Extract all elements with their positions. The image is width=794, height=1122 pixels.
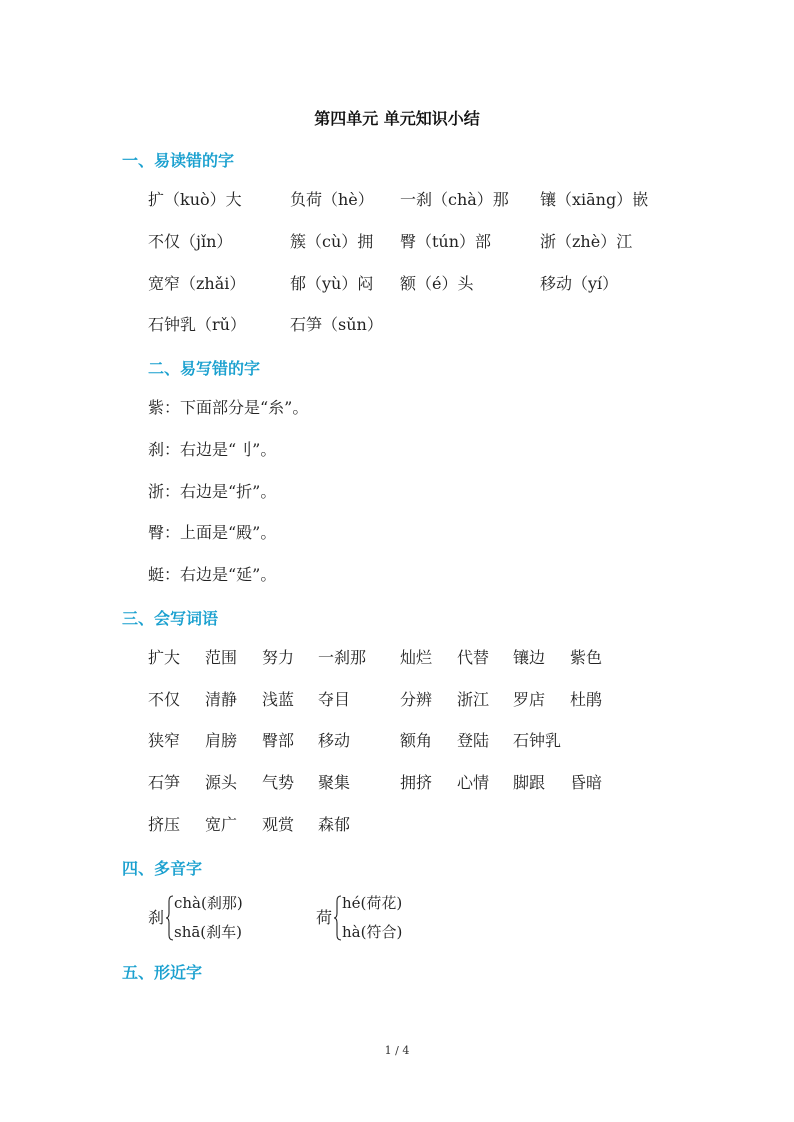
polyphone-reading: hà(符合) bbox=[342, 923, 403, 941]
reading-item: 额（é）头 bbox=[400, 274, 474, 293]
reading-item: 宽窄（zhǎi） bbox=[148, 274, 246, 293]
writing-note: 浙：右边是“折”。 bbox=[148, 482, 277, 501]
polyphone-group bbox=[316, 892, 466, 944]
word-item: 气势 bbox=[262, 773, 295, 792]
brace-icon bbox=[166, 895, 174, 941]
writing-note: 臀：上面是“殿”。 bbox=[148, 523, 277, 542]
reading-item: 郁（yù）闷 bbox=[290, 274, 374, 293]
word-item: 紫色 bbox=[570, 648, 603, 667]
section-heading-2: 二、易写错的字 bbox=[148, 359, 261, 378]
word-item: 宽广 bbox=[205, 815, 238, 834]
word-item: 清静 bbox=[205, 690, 238, 709]
word-item: 心情 bbox=[457, 773, 490, 792]
word-item: 杜鹃 bbox=[570, 690, 603, 709]
reading-item: 移动（yí） bbox=[540, 274, 619, 293]
section-heading-3: 三、会写词语 bbox=[122, 609, 219, 628]
word-item: 观赏 bbox=[262, 815, 295, 834]
word-item: 臀部 bbox=[262, 731, 295, 750]
section-heading-4: 四、多音字 bbox=[122, 859, 203, 878]
word-item: 扩大 bbox=[148, 648, 181, 667]
writing-note: 刹：右边是“刂”。 bbox=[148, 440, 277, 459]
word-item: 灿烂 bbox=[400, 648, 433, 667]
reading-item: 负荷（hè） bbox=[290, 190, 374, 209]
brace-icon bbox=[334, 895, 342, 941]
polyphone-reading: shā(刹车) bbox=[174, 923, 243, 941]
word-item: 罗店 bbox=[513, 690, 546, 709]
polyphone-group bbox=[148, 892, 298, 944]
word-item: 昏暗 bbox=[570, 773, 603, 792]
reading-item: 不仅（jǐn） bbox=[148, 232, 233, 251]
word-item: 石笋 bbox=[148, 773, 181, 792]
polyphone-reading: chà(刹那) bbox=[174, 894, 243, 912]
reading-item: 石钟乳（rǔ） bbox=[148, 315, 246, 334]
page-number: 1 / 4 bbox=[384, 1044, 410, 1057]
word-item: 脚跟 bbox=[513, 773, 546, 792]
polyphone-char: 刹 bbox=[148, 908, 165, 927]
word-item: 代替 bbox=[457, 648, 490, 667]
word-item: 努力 bbox=[262, 648, 295, 667]
polyphone-reading: hé(荷花) bbox=[342, 894, 403, 912]
polyphone-char: 荷 bbox=[316, 908, 333, 927]
word-item: 拥挤 bbox=[400, 773, 433, 792]
section-heading-1: 一、易读错的字 bbox=[122, 151, 235, 170]
word-item: 狭窄 bbox=[148, 731, 181, 750]
reading-item: 石笋（sǔn） bbox=[290, 315, 383, 334]
word-item: 夺目 bbox=[318, 690, 351, 709]
reading-item: 浙（zhè）江 bbox=[540, 232, 633, 251]
reading-item: 一刹（chà）那 bbox=[400, 190, 509, 209]
word-item: 浙江 bbox=[457, 690, 490, 709]
word-item: 石钟乳 bbox=[513, 731, 562, 750]
word-item: 挤压 bbox=[148, 815, 181, 834]
word-item: 不仅 bbox=[148, 690, 181, 709]
word-item: 移动 bbox=[318, 731, 351, 750]
word-item: 登陆 bbox=[457, 731, 490, 750]
reading-item: 臀（tún）部 bbox=[400, 232, 492, 251]
reading-item: 扩（kuò）大 bbox=[148, 190, 242, 209]
writing-note: 蜓：右边是“延”。 bbox=[148, 565, 277, 584]
reading-item: 簇（cù）拥 bbox=[290, 232, 374, 251]
word-item: 范围 bbox=[205, 648, 238, 667]
word-item: 源头 bbox=[205, 773, 238, 792]
section-heading-5: 五、形近字 bbox=[122, 963, 203, 982]
page-title: 第四单元 单元知识小结 bbox=[314, 109, 480, 128]
word-item: 浅蓝 bbox=[262, 690, 295, 709]
word-item: 一刹那 bbox=[318, 648, 367, 667]
writing-note: 紫：下面部分是“糸”。 bbox=[148, 398, 309, 417]
word-item: 肩膀 bbox=[205, 731, 238, 750]
word-item: 额角 bbox=[400, 731, 433, 750]
word-item: 分辨 bbox=[400, 690, 433, 709]
reading-item: 镶（xiāng）嵌 bbox=[540, 190, 649, 209]
word-item: 镶边 bbox=[513, 648, 546, 667]
word-item: 聚集 bbox=[318, 773, 351, 792]
word-item: 森郁 bbox=[318, 815, 351, 834]
